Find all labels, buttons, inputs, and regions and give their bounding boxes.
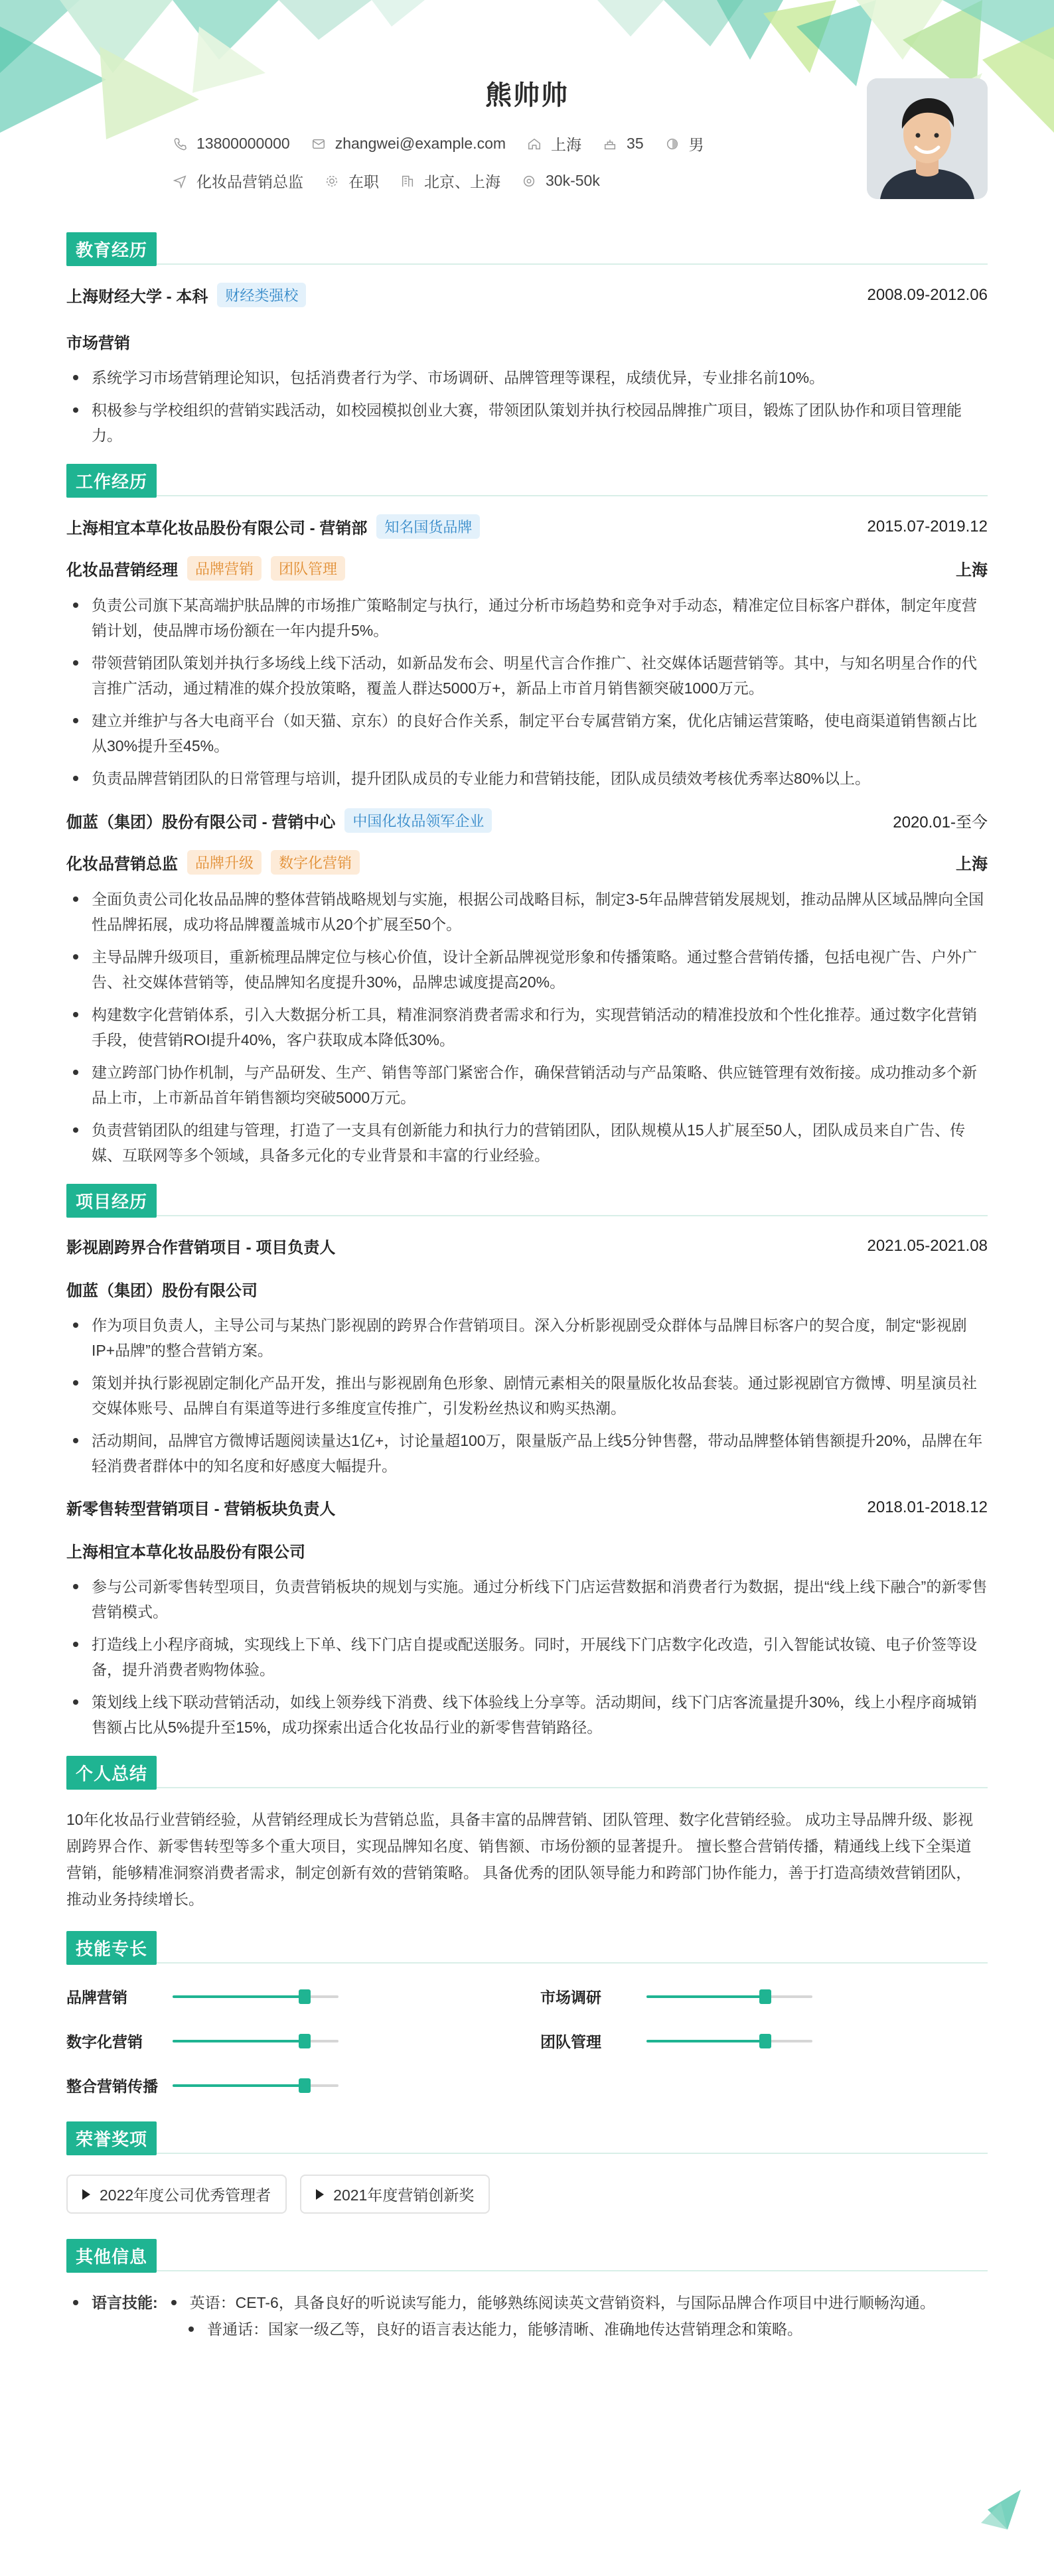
skill-fill (173, 2084, 305, 2087)
skill-item (66, 1985, 514, 2007)
gear-icon (325, 174, 339, 188)
list-item: 打造线上小程序商城，实现线上下单、线下门店自提或配送服务。同时，开展线下门店数字化改造，引入智能试妆镜、电子价签等设备，提升消费者购物体验。 (66, 1632, 988, 1682)
projects-title: 项目经历 (66, 1184, 157, 1218)
company-name: 上海相宜本草化妆品股份有限公司 - 营销部 (66, 520, 368, 537)
skill-name: 品牌营销 (66, 1989, 127, 2006)
language-label: 语言技能: (92, 2294, 158, 2311)
skill-bar (646, 2040, 812, 2042)
education-entry (66, 283, 988, 448)
corner-decoration (981, 2476, 1027, 2536)
gender-item (665, 133, 704, 155)
award-badge (66, 2175, 287, 2214)
age-icon (603, 137, 617, 151)
other-list (66, 2289, 988, 2342)
work-header (66, 465, 988, 496)
list-item: 建立并维护与各大电商平台（如天猫、京东）的良好合作关系，制定平台专属营销方案，优化店铺运营策略，使电商渠道销售额占比从30%提升至45%。 (66, 708, 988, 758)
list-item: 构建数字化营销体系，引入大数据分析工具，精准洞察消费者需求和行为，实现营销活动的精准投放和个性化推荐。通过数字化营销手段，使营销ROI提升40%，客户获取成本降低30%。 (66, 1002, 988, 1052)
phone-text: 13800000000 (196, 135, 290, 152)
list-item: 主导品牌升级项目，重新梳理品牌定位与核心价值，设计全新品牌视觉形象和传播策略。通过整合营销传播，包括电视广告、户外广告、社交媒体营销等，使品牌知名度提升30%，品牌忠诚度提高20%。 (66, 944, 988, 995)
position-item (173, 170, 303, 192)
candidate-name: 熊帅帅 (485, 81, 569, 110)
education-header (66, 234, 988, 264)
avatar-portrait (867, 78, 988, 199)
phone-item (173, 135, 290, 153)
skill-knob (299, 1989, 311, 2004)
email-item (311, 135, 506, 153)
major: 市场营销 (66, 334, 130, 352)
education-title: 教育经历 (66, 232, 157, 266)
list-item: 积极参与学校组织的营销实践活动，如校园模拟创业大赛，带领团队策划并执行校园品牌推广项目，锻炼了团队协作和项目管理能力。 (66, 397, 988, 448)
skill-bar (173, 2084, 339, 2087)
work-company-row (66, 808, 988, 833)
summary-title: 个人总结 (66, 1756, 157, 1790)
list-item: 策划并执行影视剧定制化产品开发，推出与影视剧角色形象、剧情元素相关的限量版化妆品套装。通过影视剧官方微博、明星演员社交媒体账号、品牌自有渠道等进行多维度宣传推广，引发粉丝热议和购买热潮。 (66, 1370, 988, 1421)
skill-item (66, 2030, 514, 2052)
work-role-row (66, 850, 988, 875)
list-item: 策划线上线下联动营销活动，如线上领券线下消费、线下体验线上分享等。活动期间，线下门店客流量提升30%，线上小程序商城销售额占比从5%提升至15%，成功探索出适合化妆品行业的新零售营销路径。 (66, 1689, 988, 1740)
work-entry (66, 808, 988, 1168)
project-row (66, 1234, 988, 1257)
list-item: 负责营销团队的组建与管理，打造了一支具有创新能力和执行力的营销团队，团队规模从15人扩展至50人，团队成员来自广告、传媒、互联网等多个领域，具备多元化的专业背景和丰富的行业经验。 (66, 1117, 988, 1168)
age-text: 35 (627, 135, 644, 152)
summary-text: 10年化妆品行业营销经验，从营销经理成长为营销总监，具备丰富的品牌营销、团队管理、数字化营销经验。 成功主导品牌升级、影视剧跨界合作、新零售转型等多个重大项目，实现品牌知名度、销售额、市场份额的显著提升。 擅长整合营销传播，精通线上线下全渠道营销，能够精准洞察消费者需求，制定创新有效的营销策略。 具备优秀的团队领导能力和跨部门协作能力，善于打造高绩效营销团队，推动业务持续增长。 (66, 1811, 973, 1908)
building-icon (400, 174, 415, 188)
work-location: 上海 (956, 561, 988, 579)
list-item: 活动期间，品牌官方微博话题阅读量达1亿+，讨论量超100万，限量版产品上线5分钟售罄，带动品牌整体销售额提升20%，品牌在年轻消费者群体中的知名度和好感度大幅提升。 (66, 1428, 988, 1478)
skill-item (66, 2074, 514, 2096)
mail-icon (311, 137, 326, 151)
skill-fill (646, 1995, 765, 1998)
city-item (527, 133, 581, 155)
skill-knob (759, 1989, 771, 2004)
email-text: zhangwei@example.com (335, 135, 506, 152)
education-bullets (66, 365, 988, 448)
education-section (66, 234, 988, 448)
skills-section (66, 1932, 988, 2096)
work-role-row (66, 556, 988, 581)
skill-fill (646, 2040, 765, 2042)
projects-header (66, 1185, 988, 1216)
work-section (66, 465, 988, 1168)
role-title: 化妆品营销经理 (66, 561, 178, 579)
coin-icon (522, 174, 536, 188)
project-entry (66, 1234, 988, 1478)
work-bullets (66, 593, 988, 791)
gender-icon (665, 137, 680, 151)
list-item: 全面负责公司化妆品品牌的整体营销战略规划与实施，根据公司战略目标，制定3-5年品牌营销发展规划，推动品牌从区域品牌向全国性品牌拓展，成功将品牌覆盖城市从20个扩展至50个。 (66, 887, 988, 937)
play-icon (316, 2189, 324, 2200)
other-header (66, 2240, 988, 2271)
role-tag: 团队管理 (271, 556, 345, 581)
school-tag: 财经类强校 (217, 283, 306, 307)
contact-row (173, 133, 725, 155)
project-date: 2021.05-2021.08 (867, 1236, 988, 1255)
skills-header (66, 1932, 988, 1963)
skill-bar (173, 1995, 339, 1998)
salary-text: 30k-50k (546, 172, 600, 189)
role-tag: 数字化营销 (271, 850, 360, 875)
project-date: 2018.01-2018.12 (867, 1498, 988, 1516)
position-text: 化妆品营销总监 (196, 173, 303, 190)
skill-bar (173, 2040, 339, 2042)
education-date: 2008.09-2012.06 (867, 285, 988, 304)
status-text: 在职 (348, 173, 379, 190)
school-name: 上海财经大学 - 本科 (66, 288, 208, 306)
target-city-text: 北京、上海 (424, 173, 500, 190)
play-icon (82, 2189, 90, 2200)
work-bullets (66, 887, 988, 1168)
company-tag: 中国化妆品领军企业 (344, 808, 492, 833)
english-text: 英语：CET-6，具备良好的听说读写能力，能够熟练阅读英文营销资料，与国际品牌合作项目中进行顺畅沟通。 (189, 2294, 935, 2311)
work-company-row (66, 514, 988, 539)
education-row (66, 283, 988, 307)
work-date: 2020.01-至今 (893, 814, 988, 831)
list-item: 建立跨部门协作机制，与产品研发、生产、销售等部门紧密合作，确保营销活动与产品策略、供应链管理有效衔接。成功推动多个新品上市，上市新品首年销售额均突破5000万元。 (66, 1060, 988, 1110)
skill-name: 整合营销传播 (66, 2078, 158, 2095)
award-badge (300, 2175, 490, 2214)
skill-knob (299, 2034, 311, 2048)
skills-title: 技能专长 (66, 1931, 157, 1965)
awards-list (66, 2172, 988, 2214)
age-item (603, 135, 644, 153)
language-item (66, 2289, 988, 2342)
home-icon (527, 137, 542, 151)
list-item: 参与公司新零售转型项目，负责营销板块的规划与实施。通过分析线下门店运营数据和消费者行为数据，提出“线上线下融合”的新零售营销模式。 (66, 1574, 988, 1624)
skill-name: 团队管理 (540, 2033, 601, 2050)
work-date: 2015.07-2019.12 (867, 517, 988, 536)
summary-header (66, 1757, 988, 1788)
awards-title: 荣誉奖项 (66, 2121, 157, 2155)
awards-header (66, 2123, 988, 2153)
list-item: 负责公司旗下某高端护肤品牌的市场推广策略制定与执行，通过分析市场趋势和竞争对手动态，精准定位目标客户群体，制定年度营销计划，使品牌市场份额在一年内提升5%。 (66, 593, 988, 643)
gender-text: 男 (688, 136, 704, 153)
skills-grid (66, 1981, 988, 2096)
summary-section (66, 1757, 988, 1912)
project-bullets (66, 1313, 988, 1478)
skill-item (540, 2030, 988, 2052)
projects-section (66, 1185, 988, 1740)
skill-bar (646, 1995, 812, 1998)
project-bullets (66, 1574, 988, 1740)
job-intent-row (173, 170, 621, 192)
mandarin-text: 普通话：国家一级乙等，良好的语言表达能力，能够清晰、准确地传达营销理念和策略。 (207, 2321, 802, 2338)
award-label: 2022年度公司优秀管理者 (100, 2186, 271, 2204)
skill-knob (299, 2078, 311, 2093)
company-tag: 知名国货品牌 (376, 514, 480, 539)
skill-fill (173, 1995, 305, 1998)
work-entry (66, 514, 988, 791)
target-city-item (400, 170, 500, 192)
other-section (66, 2240, 988, 2342)
status-item (325, 170, 379, 192)
list-item: 作为项目负责人，主导公司与某热门影视剧的跨界合作营销项目。深入分析影视剧受众群体与品牌目标客户的契合度，制定“影视剧IP+品牌”的整合营销方案。 (66, 1313, 988, 1363)
send-icon (173, 174, 187, 188)
work-location: 上海 (956, 855, 988, 873)
language-mandarin (92, 2316, 988, 2342)
role-title: 化妆品营销总监 (66, 855, 178, 873)
project-entry (66, 1496, 988, 1740)
project-name: 影视剧跨界合作营销项目 - 项目负责人 (66, 1239, 336, 1257)
language-english (171, 2289, 935, 2316)
project-row (66, 1496, 988, 1519)
project-name: 新零售转型营销项目 - 营销板块负责人 (66, 1500, 336, 1518)
project-org: 上海相宜本草化妆品股份有限公司 (66, 1543, 305, 1561)
salary-item (522, 172, 600, 190)
award-label: 2021年度营销创新奖 (333, 2186, 475, 2204)
skill-name: 数字化营销 (66, 2033, 143, 2050)
list-item: 系统学习市场营销理论知识，包括消费者行为学、市场调研、品牌管理等课程，成绩优异，专业排名前10%。 (66, 365, 988, 390)
company-name: 伽蓝（集团）股份有限公司 - 营销中心 (66, 814, 336, 831)
list-item: 负责品牌营销团队的日常管理与培训，提升团队成员的专业能力和营销技能，团队成员绩效考核优秀率达80%以上。 (66, 766, 988, 791)
skill-item (540, 1985, 988, 2007)
work-title: 工作经历 (66, 464, 157, 498)
skill-name: 市场调研 (540, 1989, 601, 2006)
role-tag: 品牌升级 (187, 850, 262, 875)
other-title: 其他信息 (66, 2239, 157, 2273)
city-text: 上海 (551, 136, 582, 153)
avatar (867, 78, 988, 199)
role-tag: 品牌营销 (187, 556, 262, 581)
awards-section (66, 2123, 988, 2214)
project-org: 伽蓝（集团）股份有限公司 (66, 1282, 258, 1300)
list-item: 带领营销团队策划并执行多场线上线下活动，如新品发布会、明星代言合作推广、社交媒体话题营销等。其中，与知名明星合作的代言推广活动，通过精准的媒介投放策略，覆盖人群达5000万+，新品上市首月销售额突破1000万元。 (66, 650, 988, 701)
skill-fill (173, 2040, 305, 2042)
profile-header (66, 0, 988, 219)
skill-knob (759, 2034, 771, 2048)
phone-icon (173, 137, 187, 151)
